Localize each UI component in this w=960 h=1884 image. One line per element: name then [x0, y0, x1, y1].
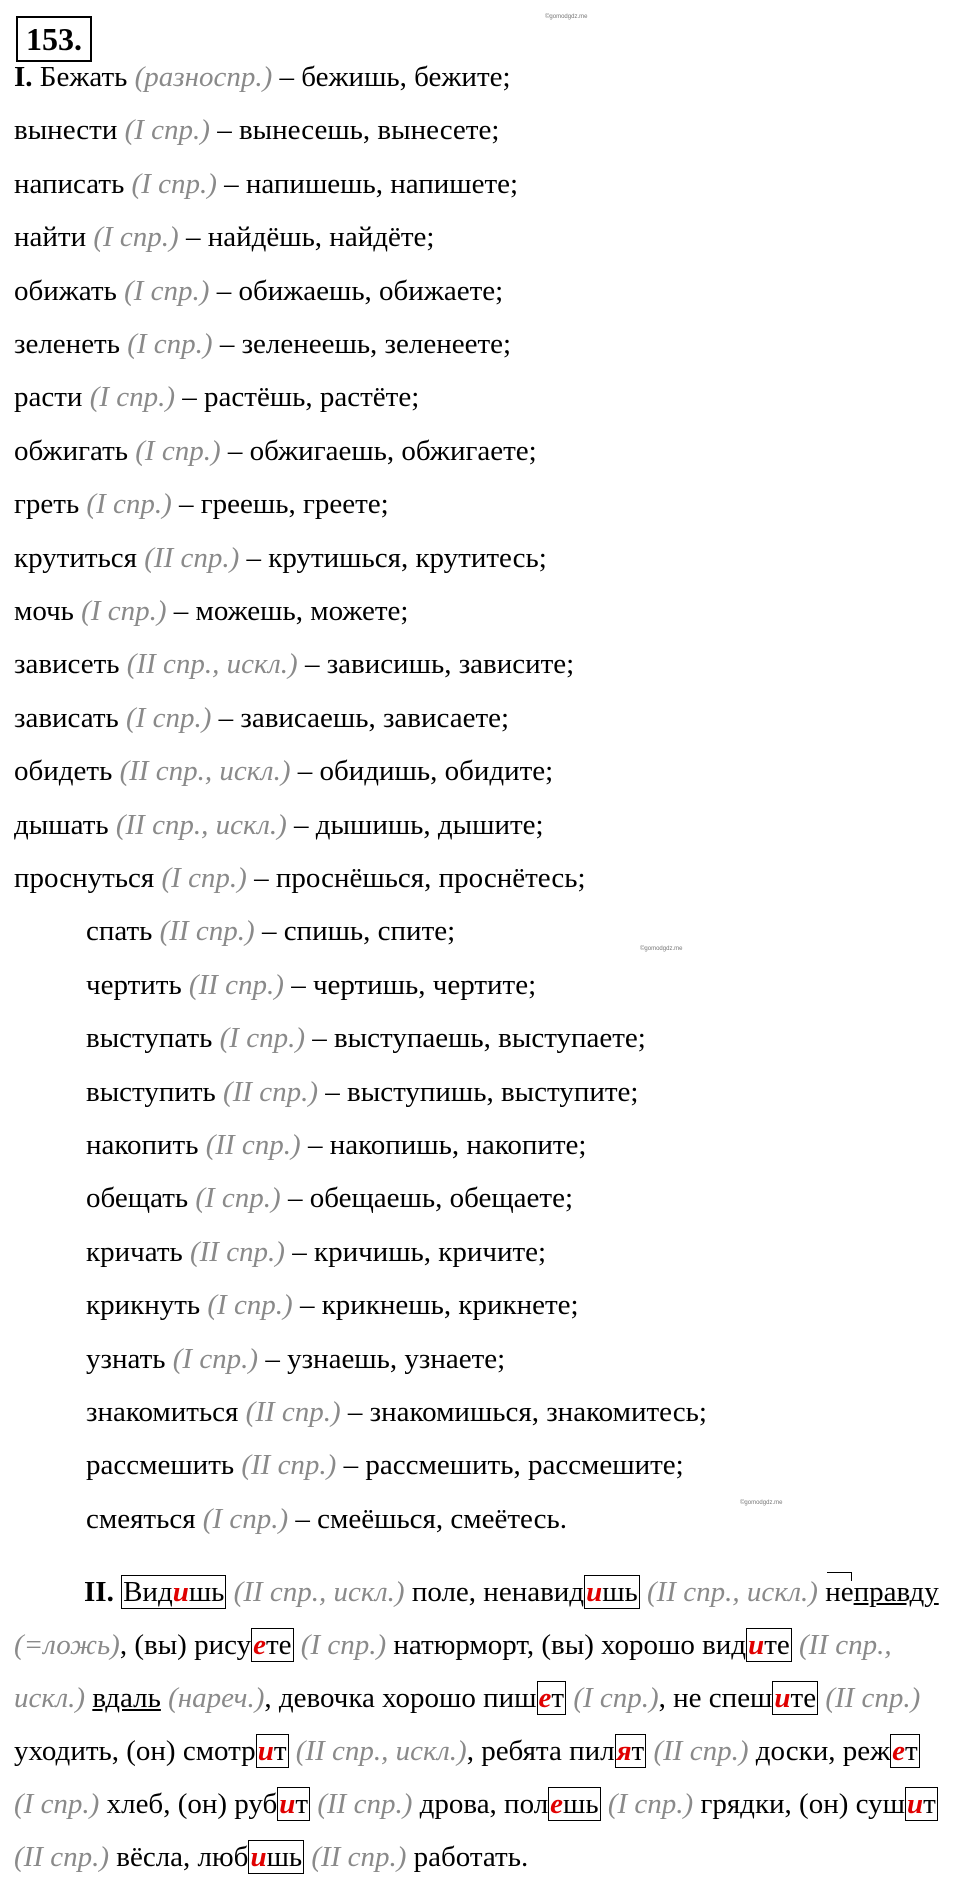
verb-forms: – растёшь, растёте; [182, 381, 420, 414]
verb: накопить [86, 1129, 199, 1161]
ending-letter: шь [563, 1788, 599, 1820]
verb-forms: – найдёшь, найдёте; [185, 221, 435, 254]
ending-letter: те [790, 1682, 817, 1714]
verb: найти [14, 221, 87, 254]
verb-line [86, 1342, 505, 1376]
part2-paragraph [14, 1566, 944, 1884]
verb-line [14, 754, 553, 788]
text-segment: , (вы) рису [119, 1629, 252, 1661]
verb-forms: – крикнешь, крикнете; [299, 1289, 579, 1322]
verb: зависеть [14, 648, 120, 681]
conjugation-type: (II спр.) [241, 1449, 337, 1482]
verb-line [14, 541, 547, 575]
verb: обидеть [14, 755, 113, 788]
verb-line [86, 914, 455, 948]
verb-forms: – крутишься, крутитесь; [246, 541, 547, 574]
text-segment [601, 1788, 608, 1820]
verb-forms: – знакомишься, знакомитесь; [347, 1396, 707, 1428]
text-segment: Вид [123, 1576, 173, 1608]
verb: дышать [14, 808, 109, 841]
text-segment: хлеб, (он) руб [99, 1788, 278, 1820]
verb: зависать [14, 701, 119, 734]
ending-letter: шь [602, 1576, 638, 1608]
ending-letter: и [774, 1682, 791, 1714]
verb: написать [14, 167, 125, 200]
verb: расти [14, 381, 83, 414]
conjugation-type: (I спр.) [172, 1342, 259, 1375]
verb-forms: – зависишь, зависите; [304, 648, 575, 681]
verb-line [86, 1288, 579, 1322]
conjugation-type: (II спр.) [205, 1129, 301, 1161]
text-segment: , не спеш [658, 1682, 773, 1714]
verb-line [14, 167, 518, 201]
verb-line [14, 60, 511, 94]
verb-forms: – кричишь, кричите; [292, 1235, 547, 1268]
ending-letter: и [172, 1576, 189, 1608]
text-segment: уходить, (он) смотр [14, 1735, 256, 1767]
part2-label: II. [84, 1576, 114, 1608]
conjugation-type: (I спр.) [207, 1289, 293, 1322]
verb-line [14, 220, 434, 254]
verb-forms: – зависаешь, зависаете; [218, 701, 510, 734]
text-segment [289, 1735, 296, 1767]
text-segment: доски, реж [748, 1735, 891, 1767]
verb: выступать [86, 1022, 213, 1055]
conjugation-type: (I спр.) [81, 595, 167, 627]
verb-line [86, 1235, 546, 1269]
ending-letter: и [257, 1735, 274, 1767]
text-segment: (II спр.) [317, 1788, 413, 1820]
conjugation-type: (II спр.) [245, 1396, 341, 1428]
verb-line [86, 1075, 638, 1109]
text-segment: (II спр.) [14, 1841, 110, 1873]
verb-line [14, 594, 408, 628]
verb-line [86, 1448, 684, 1482]
verb: обещать [86, 1182, 189, 1215]
verb-line [14, 701, 509, 735]
ending-letter: т [631, 1735, 645, 1767]
text-segment: (II спр., искл.) [647, 1576, 818, 1608]
ending-letter: те [764, 1629, 790, 1661]
verb-forms: – чертишь, чертите; [291, 968, 537, 1001]
watermark: ©gomodgdz.me [640, 946, 683, 952]
ending-letter: те [265, 1629, 292, 1661]
conjugation-type: (I спр.) [161, 862, 247, 894]
verb-forms: – проснёшься, проснётесь; [254, 862, 586, 894]
conjugation-type: (разноспр.) [134, 61, 273, 93]
verb-forms: – выступаешь, выступаете; [312, 1022, 646, 1055]
text-segment [294, 1629, 301, 1661]
conjugation-type: (I спр.) [135, 434, 221, 467]
verb-forms: – выступишь, выступите; [325, 1075, 639, 1108]
verb-forms: – обжигаешь, обжигаете; [227, 434, 537, 467]
text-segment: (II спр., искл.) [233, 1576, 405, 1608]
verb: крикнуть [86, 1289, 201, 1322]
text-segment: (II спр., искл.) [295, 1735, 467, 1767]
exercise-number: 153. [16, 16, 92, 62]
verb: выступить [86, 1075, 216, 1108]
verb: обжигать [14, 434, 129, 467]
ending-letter: я [616, 1735, 632, 1767]
verb-line [14, 380, 419, 414]
verb: крутиться [14, 541, 138, 574]
text-segment: (I спр.) [300, 1629, 387, 1661]
verb-line [14, 808, 544, 842]
text-segment: работать. [406, 1841, 529, 1873]
text-segment: , ребята пил [466, 1735, 615, 1767]
text-segment: (I спр.) [607, 1788, 694, 1820]
conjugation-type: (II спр., искл.) [126, 648, 298, 681]
verb-forms: – вынесешь, вынесете; [217, 114, 500, 147]
conjugation-type: (I спр.) [202, 1502, 289, 1535]
text-segment [792, 1629, 799, 1661]
verb: спать [86, 915, 153, 948]
verb-forms: – обещаешь, обещаете; [287, 1182, 573, 1215]
verb-forms: – напишешь, напишете; [224, 167, 519, 200]
ending-letter: и [906, 1788, 924, 1820]
conjugation-type: (I спр.) [124, 274, 210, 307]
ending-letter: и [279, 1788, 296, 1820]
verb-line [86, 1502, 567, 1536]
conjugation-type: (I спр.) [131, 167, 217, 200]
verb: вынести [14, 114, 118, 147]
ending-letter: шь [188, 1576, 225, 1608]
conjugation-type: (I спр.) [89, 381, 176, 414]
text-segment: натюрморт, (вы) хорошо вид [386, 1629, 747, 1661]
text-segment: грядки, (он) суш [693, 1788, 905, 1820]
verb-forms: – узнаешь, узнаете; [265, 1342, 506, 1375]
verb: греть [14, 488, 80, 521]
verb: Бежать [39, 61, 128, 93]
verb-line [14, 434, 537, 468]
verb: чертить [86, 968, 182, 1001]
verb: узнать [86, 1342, 166, 1375]
verb-forms: – можешь, можете; [173, 595, 409, 627]
verb-line [14, 274, 503, 308]
text-segment: (II спр.) [653, 1735, 749, 1767]
verb-forms: – спишь, спите; [261, 915, 456, 948]
text-segment: (I спр.) [14, 1788, 100, 1820]
ending-letter: е [550, 1788, 564, 1820]
verb: мочь [14, 595, 74, 627]
verb-line [86, 968, 536, 1002]
ending-letter: е [538, 1682, 552, 1714]
ending-letter: т [905, 1735, 918, 1767]
part2-text [14, 1576, 939, 1873]
text-segment: (II спр.) [825, 1682, 921, 1714]
watermark: ©gomodgdz.me [545, 14, 588, 20]
verb-forms: – обидишь, обидите; [297, 755, 554, 788]
ending-letter: и [586, 1576, 603, 1608]
conjugation-type: (II спр.) [144, 541, 240, 574]
text-segment: вёсла, люб [109, 1841, 249, 1873]
verb: знакомиться [86, 1396, 239, 1428]
verb-forms: – накопишь, накопите; [307, 1129, 587, 1161]
ending-letter: т [923, 1788, 936, 1820]
verb-line [86, 1021, 646, 1055]
verb-line [14, 647, 574, 681]
verb-forms: – греешь, греете; [179, 488, 389, 521]
ending-letter: е [253, 1629, 266, 1661]
conjugation-type: (I спр.) [219, 1022, 305, 1055]
text-segment: поле, ненавид [404, 1576, 585, 1608]
text-segment: вдаль [92, 1682, 161, 1714]
conjugation-type: (II спр.) [189, 1235, 285, 1268]
verb-forms: – рассмешить, рассмешите; [343, 1449, 684, 1482]
text-segment [640, 1576, 647, 1608]
text-segment [226, 1576, 233, 1608]
ending-letter: т [295, 1788, 309, 1820]
verb: зеленеть [14, 328, 120, 360]
verb: рассмешить [86, 1449, 235, 1482]
text-segment: (нареч.) [168, 1682, 265, 1714]
text-segment: (I спр.) [573, 1682, 659, 1714]
verb-line [14, 487, 389, 521]
conjugation-type: (II спр.) [159, 915, 255, 948]
verb: проснуться [14, 862, 155, 894]
text-segment: (=ложь) [14, 1629, 120, 1661]
text-segment: (II спр.) [311, 1841, 407, 1873]
text-segment: , девочка хорошо пиш [264, 1682, 537, 1714]
text-segment [818, 1576, 825, 1608]
verb-line [14, 113, 499, 147]
conjugation-type: (I спр.) [93, 221, 179, 254]
ending-letter: и [748, 1629, 765, 1661]
verb-line [86, 1395, 707, 1429]
verb: кричать [86, 1235, 183, 1268]
verb-forms: – смеёшься, смеётесь. [295, 1502, 567, 1535]
text-segment: дрова, пол [412, 1788, 549, 1820]
verb: обижать [14, 274, 117, 307]
verb-forms: – зеленеешь, зеленеете; [219, 328, 512, 360]
conjugation-type: (II спр.) [188, 968, 284, 1001]
part1-label: I. [14, 61, 40, 93]
ending-letter: шь [266, 1841, 303, 1873]
conjugation-type: (II спр., искл.) [115, 808, 287, 841]
text-segment: правду [853, 1576, 939, 1608]
verb-forms: – обижаешь, обижаете; [216, 274, 504, 307]
conjugation-type: (I спр.) [86, 488, 172, 521]
ending-letter: т [551, 1682, 565, 1714]
verb-line [14, 327, 511, 361]
conjugation-type: (I спр.) [195, 1182, 281, 1215]
conjugation-type: (II спр., искл.) [119, 755, 291, 788]
verb-line [86, 1181, 573, 1215]
watermark: ©gomodgdz.me [740, 1500, 783, 1506]
conjugation-type: (I спр.) [126, 701, 212, 734]
conjugation-type: (I спр.) [124, 114, 210, 147]
ending-letter: т [273, 1735, 287, 1767]
text-segment: (II спр., искл.) [14, 1629, 892, 1714]
conjugation-type: (I спр.) [127, 328, 213, 360]
verb-line [86, 1128, 586, 1162]
ending-letter: не [825, 1566, 853, 1619]
conjugation-type: (II спр.) [223, 1075, 319, 1108]
verb-forms: – бежишь, бежите; [279, 61, 511, 93]
verb: смеяться [86, 1502, 196, 1535]
ending-letter: и [250, 1841, 267, 1873]
verb-forms: – дышишь, дышите; [294, 808, 544, 841]
verb-line [14, 861, 586, 895]
ending-letter: е [892, 1735, 905, 1767]
